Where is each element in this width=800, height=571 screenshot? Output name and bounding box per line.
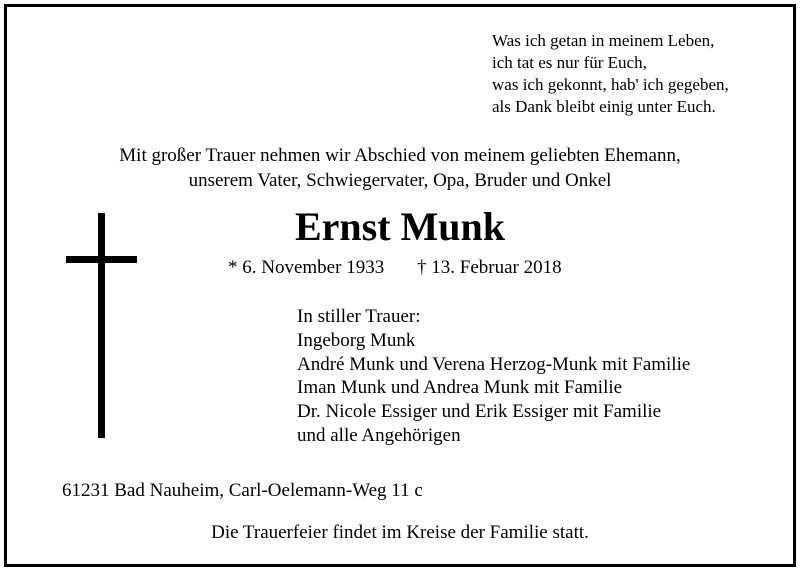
birth-date: * 6. November 1933: [228, 257, 385, 278]
poem-line: Was ich getan in meinem Leben,: [492, 31, 715, 50]
poem: [492, 30, 729, 118]
mourner-line: André Munk und Verena Herzog-Munk mit Familie: [297, 353, 691, 375]
death-date: † 13. Februar 2018: [417, 257, 562, 278]
intro-text: [0, 143, 800, 193]
mourner-line: Ingeborg Munk: [297, 329, 416, 351]
poem-line: ich tat es nur für Euch,: [492, 53, 647, 72]
deceased-name: Ernst Munk: [294, 204, 506, 249]
poem-line: als Dank bleibt einig unter Euch.: [492, 97, 716, 116]
intro-line: Mit großer Trauer nehmen wir Abschied von meinem geliebten Ehemann,: [119, 145, 681, 166]
funeral-note: Die Trauerfeier findet im Kreise der Familie statt.: [211, 522, 589, 543]
poem-line: was ich gekonnt, hab' ich gegeben,: [492, 75, 729, 94]
mourner-line: Dr. Nicole Essiger und Erik Essiger mit Familie: [297, 401, 662, 423]
cross-horizontal-bar: [66, 256, 137, 263]
intro-line: unserem Vater, Schwiegervater, Opa, Bruder und Onkel: [188, 170, 612, 191]
cross-vertical-bar: [98, 213, 105, 438]
mourner-line: Iman Munk und Andrea Munk mit Familie: [297, 377, 623, 399]
mourners-list: [297, 305, 690, 448]
address: 61231 Bad Nauheim, Carl-Oelemann-Weg 11 c: [62, 480, 423, 501]
mourners-heading: In stiller Trauer:: [297, 306, 421, 327]
mourner-line: und alle Angehörigen: [297, 424, 461, 446]
